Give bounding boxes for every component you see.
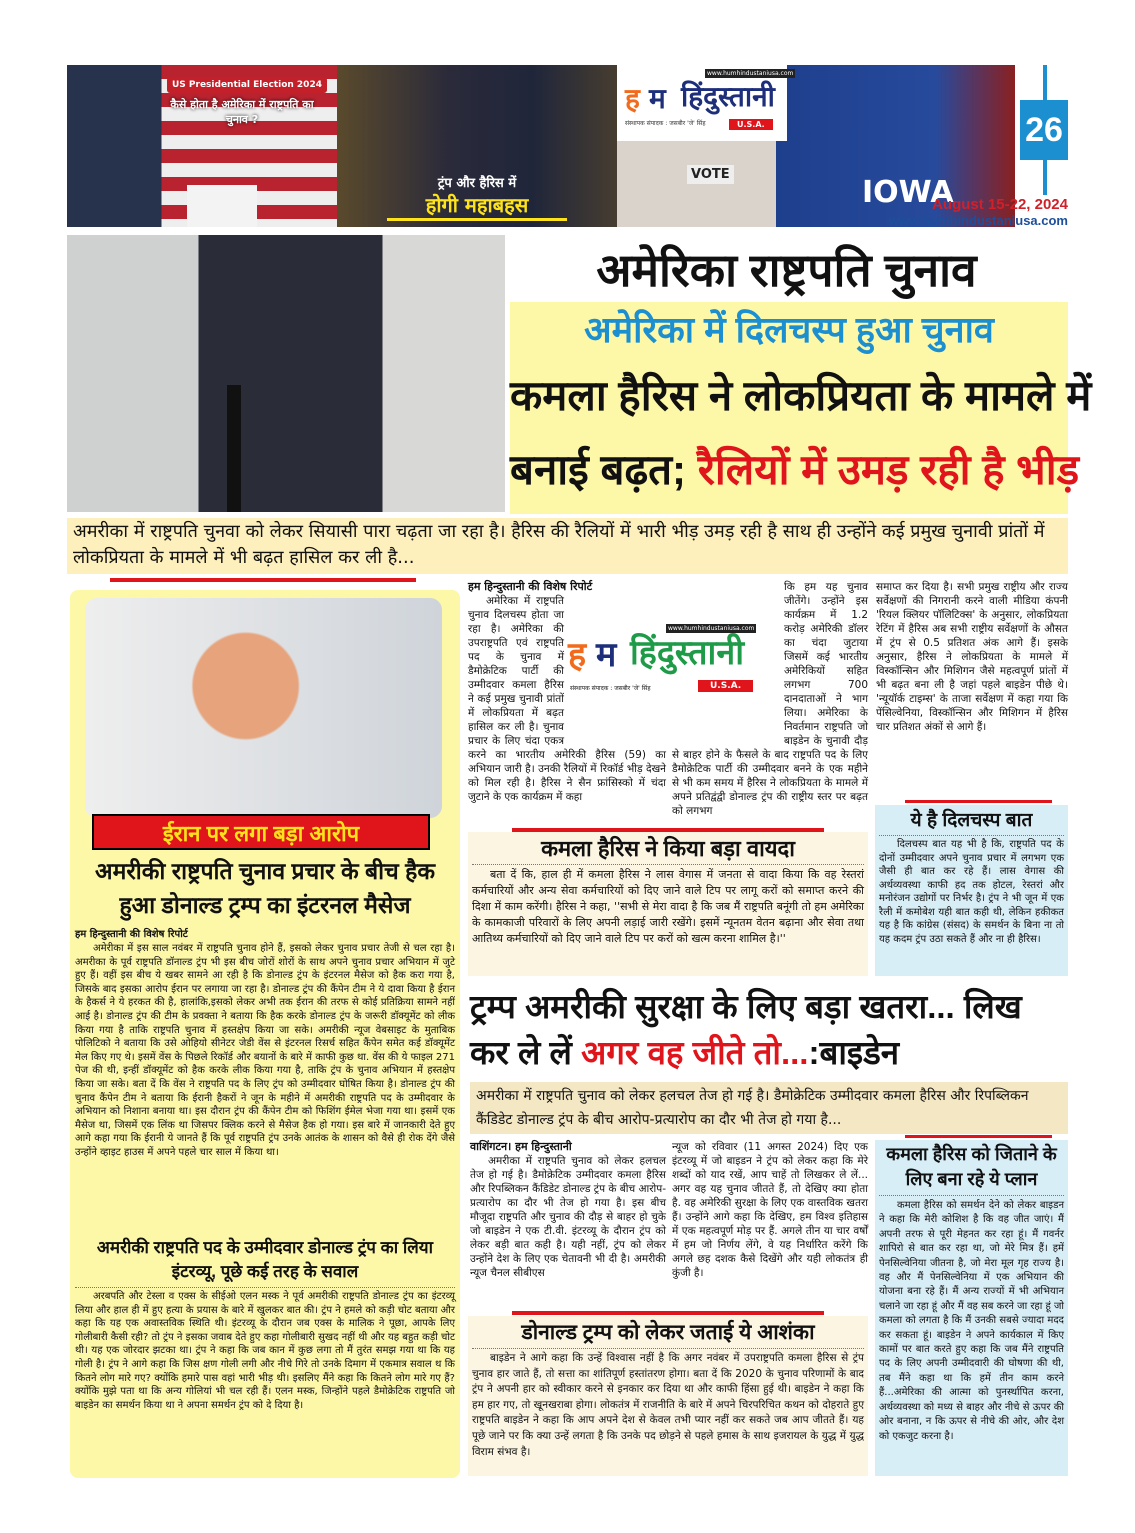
logo-ha: ह bbox=[625, 82, 640, 115]
lead-summary: अमरीका में राष्ट्रपति चुनवा को लेकर सियासी पारा चढ़ता जा रहा है। हैरिस की रैलियों में भारी भीड़ उमड़ रही है साथ ही उन्होंने कई प्रमुख चुनावी प्रांतों में लोकप्रियता के मामले में भी बढ़त हासिल कर ली है... bbox=[67, 518, 1068, 574]
donald-trump-photo bbox=[85, 598, 442, 818]
lead-headline-box bbox=[510, 302, 1092, 514]
trump-byline: हम हिन्दुस्तानी की विशेष रिपोर्ट bbox=[75, 929, 188, 940]
inline-logo-usa: U.S.A. bbox=[698, 680, 753, 692]
promise-body: बता दें कि, हाल ही में कमला हैरिस ने लास वेगास में जनता से वादा किया कि वह रेस्तरां कर्मचारियों और अन्य सेवा कर्मचारियों को दिए जाने वाले टिप पर लागू करों को समाप्त करने की दिशा में काम करेंगी। हैरिस ने कहा, ''सभी से मेरा वादा है कि जब मैं राष्ट्रपति बनूंगी तो हम अमेरिका के कामकाजी परिवारों के लिए अपनी लड़ाई जारी रखेंगे। इसमें न्यूनतम वेतन बढ़ाना और सेवा तथा आतिथ्य कर्मचारियों को दिए जाने वाले टिप पर करों को खत्म करना शामिल है।'' bbox=[472, 868, 864, 945]
lead-byline: हम हिन्दुस्तानी की विशेष रिपोर्ट bbox=[468, 580, 593, 593]
lead-headline-line2 bbox=[510, 434, 1080, 506]
inline-logo-ma: म bbox=[596, 635, 617, 675]
biden-byline: वाशिंगटन। हम हिन्दुस्तानी bbox=[470, 1140, 572, 1153]
interesting-title: ये है दिलचस्प बात bbox=[879, 807, 1064, 836]
logo-hindustani: हिंदुस्तानी bbox=[681, 80, 775, 113]
biden-col1 bbox=[470, 1140, 666, 1280]
inline-logo-ha: ह bbox=[568, 635, 587, 675]
red-rule bbox=[905, 1135, 1052, 1138]
red-rule bbox=[110, 578, 416, 582]
lead-subhead: अमेरिका में दिलचस्प हुआ चुनाव bbox=[584, 309, 994, 350]
inline-logo bbox=[568, 624, 778, 698]
banner-caption: कैसे होता है अमेरिका में राष्ट्रपति का चुनाव ? bbox=[170, 98, 314, 126]
red-rule bbox=[512, 1311, 824, 1315]
interesting-box bbox=[875, 805, 1068, 976]
inline-logo-url: www.humhindustaniusa.com bbox=[668, 625, 755, 632]
logo-ma: म bbox=[649, 82, 666, 115]
plan-body: कमला हैरिस को समर्थन देने को लेकर बाइडन ने कहा कि मेरी कोशिश है कि वह जीत जाएं। मैं अपनी तरफ से पूरी मेहनत कर रहा हूं। मैं गवर्नर शापिरो से बात कर रहा था, जो मेरे मित्र हैं। हमें पेनसिल्वेनिया जीतना है, जो मेरा मूल गृह राज्य है। वह और मैं पेनसिल्वेनिया में एक अभियान की योजना बना रहे हैं। मैं अन्य राज्यों में भी अभियान चलाने जा रहा हूं और मैं वह सब करने जा रहा हूं जो कमला को लगता है कि मैं उनकी सबसे ज्यादा मदद कर सकता हूं। बाइडेन ने अपने कार्यकाल में किए कामों पर बात करते हुए कहा कि जब मैंने राष्ट्रपति पद के लिए अपनी उम्मीदवारी की घोषणा की थी, तब मैंने कहा था कि हमें तीन काम करने हैं...अमेरिका की आत्मा को पुनर्स्थापित करना, अर्थव्यवस्था को मध्य से बाहर और नीचे से ऊपर की ओर बनाना, न कि ऊपर से नीचे की ओर, और देश को एकजुट करना है। bbox=[879, 1200, 1065, 1442]
inline-logo-hindustani: हिंदुस्तानी bbox=[630, 633, 745, 673]
logo-url: www.humhindustaniusa.com bbox=[707, 70, 794, 77]
lead-col3-text: समाप्त कर दिया है। सभी प्रमुख राष्ट्रीय और राज्य सर्वेक्षणों की निगरानी करने वाली मीडिया कंपनी 'रियल क्लियर पॉलिटिक्स' के अनुसार, लोकप्रियता रेटिंग में हैरिस अब सभी राष्ट्रीय सर्वेक्षणों के औसत में ट्रंप से 0.5 प्रतिशत अंक आगे हैं। इसके अनुसार, हैरिस ने लोकप्रियता के मामले में विस्कॉन्सिन और मिशिगन जैसे महत्वपूर्ण प्रांतों में भी बढ़त बना ली है जहां पहले बाइडेन पीछे थे। 'न्यूयॉर्क टाइम्स' के ताजा सर्वेक्षण में कहा गया कि पेंसिल्वेनिया, विस्कॉन्सिन और मिशिगन में हैरिस चार प्रतिशत अंकों से आगे हैं। bbox=[876, 581, 1068, 733]
banner-photo-election-explainer bbox=[67, 65, 337, 227]
trump-interview-body: अरबपति और टेस्ला व एक्स के सीईओ एलन मस्क ने पूर्व अमरीकी राष्ट्रपति डोनाल्ड ट्रंप का इंटरव्यू लिया और हाल ही में हुए हत्या के प्रयास के बारे में खुलकर बात की। ट्रंप ने हमले को कड़ी चोट बताया और कहा कि यह एक अवास्तविक स्थिति थी। इंटरव्यू के दौरान जब एक्स के मालिक ने पूछा, आपके लिए गोलीबारी कैसी रही? तो ट्रंप ने इसका जवाब देते हुए कहा गोलीबारी सुखद नहीं थी और यह बहुत कड़ी चोट थी। यह एक जोरदार झटका था। ट्रंप ने कहा कि जब कान में कुछ लगा तो मैं तुरंत समझ गया था कि यह गोली है। ट्रंप ने आगे कहा कि जिस क्षण गोली लगी और नीचे गिरे तो उनके दिमाग में एकमात्र सवाल थ कि कितने लोग मारे गए? क्योंकि हमारे पास वहां भारी भीड़ थी। इसलिए मैंने कहा कि कितने लोग मारे गए हैं? क्योंकि मुझे पता था कि अन्य गोलियां भी चल रही हैं। एलन मस्क, जिन्होंने पहले डैमोक्रेटिक राष्ट्रपति जो बाइडेन का समर्थन किया था ने अपना समर्थन ट्रंप को दे दिया है। bbox=[75, 1291, 455, 1411]
biden-headline-line2 bbox=[470, 1030, 1068, 1076]
issue-date: August 15-22, 2024 bbox=[932, 196, 1068, 213]
inline-logo-editor: संस्थापक संपादक : जसबीर 'जे' सिंह bbox=[570, 685, 651, 692]
biden-col2-text: न्यूज को रविवार (11 अगस्त 2024) दिए एक इंटरव्यू में जो बाइडन ने ट्रंप को लेकर कहा कि मेरे शब्दों को याद रखें, आप चाहें तो लिखकर ले लें... अगर वह यह चुनाव जीतते हैं, तो देखिए क्या होता है. वह अमेरिकी सुरक्षा के लिए एक वास्तविक खतरा हैं। उन्होंने आगे कहा कि देखिए, हम विश्व इतिहास में एक महत्वपूर्ण मोड़ पर हैं. अगले तीन या चार वर्षों में हम जो निर्णय लेंगे, वे यह निर्धारित करेंगे कि अगले छह दशक कैसे दिखेंगे और यही लोकतंत्र ही कुंजी है। bbox=[672, 1141, 868, 1279]
biden-headline-end: :बाइडेन bbox=[808, 1034, 900, 1071]
iran-allegation-label: ईरान पर लगा बड़ा आरोप bbox=[92, 814, 430, 850]
microphone-image bbox=[227, 385, 241, 512]
logo-editor: संस्थापक संपादक : जसबीर 'जे' सिंह bbox=[625, 120, 706, 127]
page-number: 26 bbox=[1020, 100, 1068, 160]
vote-sign: VOTE bbox=[687, 165, 734, 184]
trump-interview-wrap bbox=[75, 1290, 455, 1412]
trump-interview-headline: अमरीकी राष्ट्रपति पद के उम्मीदवार डोनाल्ड ट्रंप का लिया इंटरव्यू, पूछे कई तरह के सवाल bbox=[75, 1236, 455, 1288]
apprehension-body: बाइडेन ने आगे कहा कि उन्हें विश्वास नहीं है कि अगर नवंबर में उपराष्ट्रपति कमला हैरिस से ट्रंप चुनाव हार जाते हैं, तो सत्ता का शांतिपूर्ण हस्तांतरण होगा। बता दें कि 2020 के चुनाव परिणामों के बाद ट्रंप ने अपनी हार को स्वीकार करने से इनकार कर दिया था और काफी हिंसा हुई थी। बाइडेन ने कहा कि हम हार गए, तो खूनखराबा होगा। लोकतंत्र में राजनीति के बारे में अपने चिरपरिचित कथन को दोहराते हुए राष्ट्रपति बाइडेन ने कहा कि आप अपने देश से केवल तभी प्यार नहीं कर सकते जब आप जीतते हैं। यह पूछे जाने पर कि क्या उन्हें लगता है कि उनके पद छोड़ने से पहले हमास के साथ इजरायल के युद्ध में युद्ध विराम संभव है। bbox=[472, 1352, 864, 1458]
logo bbox=[617, 65, 794, 141]
trump-body-wrap bbox=[75, 928, 455, 1160]
biden-headline-black: कर ले लें bbox=[470, 1034, 572, 1071]
lead-headline-line1: कमला हैरिस ने लोकप्रियता के मामले में bbox=[510, 372, 1092, 419]
biden-col2 bbox=[672, 1140, 868, 1280]
lead-kicker: अमेरिका राष्ट्रपति चुनाव bbox=[596, 244, 977, 296]
lead-body-col3 bbox=[876, 580, 1068, 734]
banner-tag: US Presidential Election 2024 bbox=[167, 77, 327, 93]
trump-body: अमेरीका में इस साल नवंबर में राष्ट्रपति चुनाव होने हैं, इसको लेकर चुनाव प्रचार तेजी से चल रहा है। अमरीका के पूर्व राष्ट्रपति डॉनाल्ड ट्रंप भी इस बीच जोरों शोरों के साथ अपने चुनाव प्रचार अभियान में जुटे हुए हैं। वहीं इस बीच ये खबर सामने आ रही है कि डोनाल्ड ट्रंप के इंटरनल मैसेज को हैक करा गया है, जिसके बाद इसका आरोप ईरान पर लगाया जा रहा है। डोनाल्ड ट्रंप की कैंपेन टीम ने ये दावा किया है ईरान के हैकर्स ने ये हरकत की है, हालांकि,इसको लेकर अभी तक ईरान की तरफ से कोई प्रतिक्रिया सामने नहीं आई है। डोनाल्ड ट्रंप की टीम के प्रवक्ता ने बताया कि हैक करके डोनाल्ड ट्रंप के जरूरी डॉक्यूमेंट को लीक किया गया है ताकि राष्ट्रपति चुनाव में हस्तक्षेप किया जा सके। अमरीकी न्यूज वेबसाइट के मुताबिक पोलिटिको ने बताया कि उसे ओहियो सीनेटर जेडी वेंस से इंटरनल रिसर्च सहित कैंपेन समेत कई डॉक्यूमेंट मेल किए गए थे। इसमें वेंस के पिछले रिकॉर्ड और बयानों के बारे में काफी कुछ था. वेंस की ये फाइल 271 पेज की थी, इन्हीं डॉक्यूमेंट को हैक करके लीक किया गया है, ताकि ट्रंप के चुनाव अभियान में हस्तक्षेप किया जा सके। बता दें कि वेंस ने राष्ट्रपति पद के लिए ट्रंप को उम्मीदवार घोषित किया है। डोनाल्ड ट्रंप की चुनाव कैंपेन टीम ने बताया कि ईरानी हैकरों ने जून के महीने में अमरीकी राष्ट्रपति पद के उम्मीदवार के अभियान को निशाना बनाया था। इस दौरान ट्रंप की कैंपेन टीम को फिशिंग ईमेल भेजा गया था। इसमें एक मैसेज था, जिसमें एक लिंक था जिसपर क्लिक करने से मैसेज हैक हो गया। इस बारे में जानकारी देते हुए आगे कहा गया कि ईरानी ये जानते हैं कि पूर्व राष्ट्रपति ट्रंप उनके आतंक के शासन को वैसे ही रोक देंगे जैसे उन्होंने व्हाइट हाउस में अपने पहले चार साल में किया था। bbox=[75, 943, 455, 1158]
iowa-flag: IOWA bbox=[862, 175, 954, 210]
kamala-harris-photo bbox=[67, 235, 505, 512]
logo-usa: U.S.A. bbox=[729, 119, 773, 130]
plan-title: कमला हैरिस को जिताने के लिए बना रहे ये प्लान bbox=[879, 1142, 1064, 1196]
biden-col1-text: अमरीका में राष्ट्रपति चुनाव को लेकर हलचल तेज हो गई है। डैमोक्रेटिक उम्मीदवार कमला हैरिस और रिपब्लिकन कैंडिडेट डोनाल्ड ट्रंप के बीच आरोप-प्रत्यारोप का दौर भी तेज हो गया है। इस बीच मौजूदा राष्ट्रपति और चुनाव की दौड़ से बाहर हो चुके जो बाइडेन ने एक टी.वी. इंटरव्यू के दौरान ट्रंप को लेकर बड़ी बात कही है। यही नहीं, ट्रंप को लेकर उन्होंने देश के लिए एक चेतावनी भी दी है। अमरीकी न्यूज चैनल सीबीएस bbox=[470, 1155, 667, 1279]
debate-caption-top: ट्रंप और हैरिस में bbox=[437, 176, 517, 191]
lead-headline-red: रैलियों में उमड़ रही है भीड़ bbox=[697, 446, 1080, 493]
apprehension-box bbox=[468, 1316, 868, 1476]
biden-headline bbox=[470, 984, 1068, 1076]
website: www.humhindustaniusa.com bbox=[888, 213, 1068, 228]
lead-headline-black: बनाई बढ़त; bbox=[510, 446, 687, 493]
biden-summary: अमरीका में राष्ट्रपति चुनाव को लेकर हलचल तेज हो गई है। डैमोक्रेटिक उम्मीदवार कमला हैरिस और रिपब्लिकन कैंडिडेट डोनाल्ड ट्रंप के बीच आरोप-प्रत्यारोप का दौर भी तेज हो गया है... bbox=[470, 1082, 1068, 1134]
interesting-body: दिलचस्प बात यह भी है कि, राष्ट्रपति पद के दोनों उम्मीदवार अपने चुनाव प्रचार में लगभग एक जैसी ही बात कर रहे हैं। लास वेगास की अर्थव्यवस्था काफी हद तक होटल, रेस्तरां और मनोरंजन उद्योगों पर निर्भर है। ट्रंप ने भी जून में एक रैली में कमोबेश यही बात कही थी, लेकिन हकीकत यह है कि कांग्रेस (संसद) के समर्थन के बिना ना तो यह कदम ट्रंप उठा सकते हैं और ना ही हैरिस। bbox=[879, 839, 1064, 945]
trump-headline: अमरीकी राष्ट्रपति चुनाव प्रचार के बीच हैक हुआ डोनाल्ड ट्रम्प का इंटरनल मैसेज bbox=[95, 858, 435, 918]
ballot-box-image bbox=[187, 185, 257, 227]
debate-caption-bottom: होगी महाबहस bbox=[387, 191, 567, 221]
apprehension-title: डोनाल्ड ट्रम्प को लेकर जताई ये आशंका bbox=[472, 1318, 864, 1349]
biden-headline-line1: ट्रम्प अमरीकी सुरक्षा के लिए बड़ा खतरा... लिख bbox=[470, 988, 1022, 1025]
lead-col2-text: कि हम यह चुनाव जीतेंगे। उन्होंने इस कार्यक्रम में 1.2 करोड़ अमेरिकी डॉलर का चंदा जुटाया जिसमें कई भारतीय अमेरिकियों सहित लगभग 700 दानदाताओं ने भाग लिया। अमेरिका के निवर्तमान राष्ट्रपति जो बाइडेन के चुनावी दौड़ से बाहर होने के फैसले के बाद राष्ट्रपति पद के लिए डैमोक्रेटिक पार्टी की उम्मीदवार बनने के एक महीने से भी कम समय में हैरिस ने लोकप्रियता के मामले में अपने प्रतिद्वंद्वी डोनाल्ड ट्रंप की राष्ट्रीय स्तर पर बढ़त को लगभग bbox=[672, 581, 868, 817]
banner-photo-trump-harris-debate bbox=[337, 65, 617, 227]
plan-box bbox=[875, 1140, 1068, 1476]
red-rule bbox=[905, 800, 1052, 803]
lead-body-col2 bbox=[672, 580, 868, 818]
promise-title: कमला हैरिस ने किया बड़ा वायदा bbox=[472, 834, 864, 865]
lead-col1-text: अमेरिका में राष्ट्रपति चुनाव दिलचस्प होता जा रहा है। अमेरिका की उपराष्ट्रपति एवं राष्ट्रपति पद के चुनाव में डैमोक्रेटिक पार्टी की उम्मीदवार कमला हैरिस ने कई प्रमुख चुनावी प्रांतों में लोकप्रियता में बढ़त हासिल कर ली है। चुनाव प्रचार के लिए चंदा एकत्र करने का भारतीय अमेरिकी हैरिस (59) का अभियान जारी है। उनकी रैलियों में रिकॉर्ड भीड़ देखने को मिल रही है। हैरिस ने सैन फ्रांसिस्को में चंदा जुटाने के एक कार्यक्रम में कहा bbox=[468, 595, 666, 803]
biden-headline-red: अगर वह जीते तो... bbox=[581, 1034, 809, 1071]
promise-box bbox=[468, 832, 868, 976]
